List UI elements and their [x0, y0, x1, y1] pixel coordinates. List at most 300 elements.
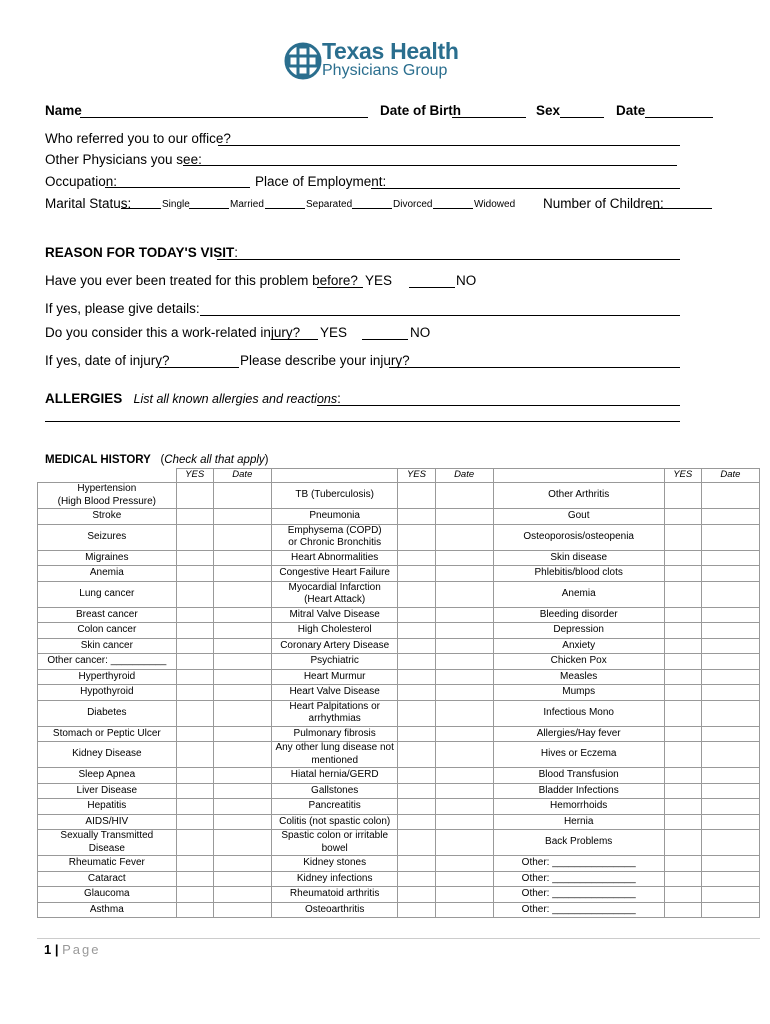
yes-checkbox-cell[interactable] — [664, 607, 701, 623]
col-date-2: Date — [435, 469, 493, 483]
date-label: Date — [616, 103, 646, 118]
yes-checkbox-cell[interactable] — [398, 871, 435, 887]
date-cell[interactable] — [213, 887, 271, 903]
table-row — [38, 654, 760, 670]
date-cell[interactable] — [701, 726, 759, 742]
work-yes-field[interactable] — [272, 339, 318, 340]
dob-label: Date of Birth — [380, 103, 461, 118]
yes-checkbox-cell[interactable] — [176, 550, 213, 566]
yes-checkbox-cell[interactable] — [664, 700, 701, 726]
condition-cell: Psychiatric — [271, 654, 398, 670]
condition-cell: Other: _______________ — [493, 887, 664, 903]
work-no-label: NO — [410, 325, 431, 340]
yes-checkbox-cell[interactable] — [176, 742, 213, 768]
condition-cell: Seizures — [38, 524, 177, 550]
yes-checkbox-cell[interactable] — [398, 902, 435, 918]
yes-checkbox-cell[interactable] — [664, 871, 701, 887]
yes-checkbox-cell[interactable] — [664, 742, 701, 768]
yes-checkbox-cell[interactable] — [398, 685, 435, 701]
condition-cell: Other: _______________ — [493, 856, 664, 872]
condition-cell: Measles — [493, 669, 664, 685]
date-cell[interactable] — [701, 669, 759, 685]
yes-checkbox-cell[interactable] — [664, 768, 701, 784]
occupation-field[interactable] — [105, 187, 250, 188]
yes-checkbox-cell[interactable] — [664, 830, 701, 856]
yes-checkbox-cell[interactable] — [664, 726, 701, 742]
yes-checkbox-cell[interactable] — [176, 581, 213, 607]
condition-cell: Lung cancer — [38, 581, 177, 607]
widowed-field[interactable] — [433, 208, 473, 209]
date-cell[interactable] — [213, 902, 271, 918]
condition-cell: Myocardial Infarction (Heart Attack) — [271, 581, 398, 607]
yes-checkbox-cell[interactable] — [176, 799, 213, 815]
yes-checkbox-cell[interactable] — [398, 607, 435, 623]
visit-colon: : — [234, 245, 239, 260]
date-cell[interactable] — [701, 871, 759, 887]
col-date-3: Date — [701, 469, 759, 483]
table-row — [38, 685, 760, 701]
injury-date-field[interactable] — [159, 367, 239, 368]
work-label: Do you consider this a work-related injury? — [45, 325, 301, 340]
yes-checkbox-cell[interactable] — [398, 524, 435, 550]
table-row — [38, 509, 760, 525]
children-field[interactable] — [650, 208, 712, 209]
condition-cell: Hernia — [493, 814, 664, 830]
condition-cell: Hypertension (High Blood Pressure) — [38, 483, 177, 509]
date-cell[interactable] — [435, 638, 493, 654]
condition-cell: Anemia — [38, 566, 177, 582]
table-row — [38, 814, 760, 830]
condition-cell: Breast cancer — [38, 607, 177, 623]
name-field[interactable] — [80, 117, 368, 118]
date-cell[interactable] — [701, 830, 759, 856]
date-cell[interactable] — [213, 509, 271, 525]
single-field[interactable] — [121, 208, 161, 209]
table-row — [38, 483, 760, 509]
condition-cell: Osteoarthritis — [271, 902, 398, 918]
condition-cell: Pulmonary fibrosis — [271, 726, 398, 742]
yes-checkbox-cell[interactable] — [398, 700, 435, 726]
condition-cell: Diabetes — [38, 700, 177, 726]
date-cell[interactable] — [213, 700, 271, 726]
yes-checkbox-cell[interactable] — [664, 887, 701, 903]
date-cell[interactable] — [435, 783, 493, 799]
yes-checkbox-cell[interactable] — [176, 700, 213, 726]
condition-cell: Bleeding disorder — [493, 607, 664, 623]
date-cell[interactable] — [213, 856, 271, 872]
single-label: Single — [162, 199, 190, 210]
condition-cell: AIDS/HIV — [38, 814, 177, 830]
occupation-label: Occupation: — [45, 174, 118, 189]
separated-field[interactable] — [265, 208, 305, 209]
yes-checkbox-cell[interactable] — [664, 623, 701, 639]
date-cell[interactable] — [213, 483, 271, 509]
condition-cell: Emphysema (COPD) or Chronic Bronchitis — [271, 524, 398, 550]
allergies-sub: List all known allergies and reactions — [133, 392, 338, 406]
visit-title: REASON FOR TODAY'S VISIT — [45, 245, 235, 260]
date-cell[interactable] — [701, 799, 759, 815]
marital-label: Marital Status: — [45, 196, 132, 211]
date-cell[interactable] — [701, 581, 759, 607]
date-cell[interactable] — [213, 742, 271, 768]
yes-checkbox-cell[interactable] — [398, 623, 435, 639]
condition-cell: Hepatitis — [38, 799, 177, 815]
yes-checkbox-cell[interactable] — [176, 509, 213, 525]
date-cell[interactable] — [701, 566, 759, 582]
col-yes-2: YES — [398, 469, 435, 483]
table-row — [38, 524, 760, 550]
yes-checkbox-cell[interactable] — [398, 669, 435, 685]
date-cell[interactable] — [701, 902, 759, 918]
table-row — [38, 566, 760, 582]
condition-cell: Spastic colon or irritable bowel — [271, 830, 398, 856]
date-cell[interactable] — [435, 742, 493, 768]
table-row — [38, 799, 760, 815]
table-row — [38, 830, 760, 856]
divorced-label: Divorced — [393, 199, 433, 210]
condition-cell: Allergies/Hay fever — [493, 726, 664, 742]
condition-cell: Infectious Mono — [493, 700, 664, 726]
condition-cell: Bladder Infections — [493, 783, 664, 799]
treated-label: Have you ever been treated for this problem before? — [45, 273, 358, 288]
date-cell[interactable] — [701, 483, 759, 509]
married-field[interactable] — [189, 208, 229, 209]
married-label: Married — [230, 199, 264, 210]
history-sub: Check all that apply — [164, 454, 265, 466]
condition-cell: Asthma — [38, 902, 177, 918]
yes-checkbox-cell[interactable] — [398, 483, 435, 509]
col-date-1: Date — [213, 469, 271, 483]
date-cell[interactable] — [435, 669, 493, 685]
table-row — [38, 669, 760, 685]
details-label: If yes, please give details: — [45, 301, 200, 316]
employment-field[interactable] — [371, 188, 680, 189]
separated-label: Separated — [306, 199, 353, 210]
condition-cell: Other cancer: __________ — [38, 654, 177, 670]
yes-checkbox-cell[interactable] — [664, 581, 701, 607]
condition-cell: Glaucoma — [38, 887, 177, 903]
date-cell[interactable] — [213, 830, 271, 856]
condition-cell: Phlebitis/blood clots — [493, 566, 664, 582]
condition-cell: Stroke — [38, 509, 177, 525]
date-cell[interactable] — [701, 607, 759, 623]
date-cell[interactable] — [701, 742, 759, 768]
condition-cell: Other: _______________ — [493, 902, 664, 918]
yes-checkbox-cell[interactable] — [664, 685, 701, 701]
sex-label: Sex — [536, 103, 561, 118]
condition-cell: Coronary Artery Disease — [271, 638, 398, 654]
treated-no-label: NO — [456, 273, 477, 288]
yes-checkbox-cell[interactable] — [176, 654, 213, 670]
table-row — [38, 871, 760, 887]
logo-title: Texas Health — [322, 38, 459, 64]
treated-yes-field[interactable] — [317, 287, 363, 288]
date-cell[interactable] — [435, 566, 493, 582]
name-label: Name — [45, 103, 82, 118]
condition-cell: Sleep Apnea — [38, 768, 177, 784]
condition-cell: Rheumatoid arthritis — [271, 887, 398, 903]
condition-cell: Heart Valve Disease — [271, 685, 398, 701]
allergies-field-2[interactable] — [45, 421, 680, 422]
other-physicians-label: Other Physicians you see: — [45, 152, 202, 167]
date-cell[interactable] — [213, 623, 271, 639]
date-cell[interactable] — [701, 856, 759, 872]
date-cell[interactable] — [435, 768, 493, 784]
date-cell[interactable] — [435, 856, 493, 872]
yes-checkbox-cell[interactable] — [664, 638, 701, 654]
condition-cell: Colon cancer — [38, 623, 177, 639]
yes-checkbox-cell[interactable] — [176, 566, 213, 582]
date-cell[interactable] — [213, 685, 271, 701]
yes-checkbox-cell[interactable] — [664, 902, 701, 918]
table-row — [38, 902, 760, 918]
date-cell[interactable] — [213, 550, 271, 566]
date-cell[interactable] — [701, 654, 759, 670]
col-yes-1: YES — [176, 469, 213, 483]
table-row — [38, 700, 760, 726]
date-cell[interactable] — [701, 814, 759, 830]
yes-checkbox-cell[interactable] — [176, 830, 213, 856]
describe-field[interactable] — [389, 367, 680, 368]
yes-checkbox-cell[interactable] — [664, 509, 701, 525]
condition-cell: Kidney infections — [271, 871, 398, 887]
date-cell[interactable] — [435, 814, 493, 830]
date-cell[interactable] — [213, 669, 271, 685]
col-yes-3: YES — [664, 469, 701, 483]
yes-checkbox-cell[interactable] — [664, 856, 701, 872]
yes-checkbox-cell[interactable] — [398, 856, 435, 872]
condition-cell: Migraines — [38, 550, 177, 566]
date-cell[interactable] — [701, 685, 759, 701]
history-title: MEDICAL HISTORY — [45, 454, 151, 466]
condition-cell: Hyperthyroid — [38, 669, 177, 685]
referred-label: Who referred you to our office? — [45, 131, 231, 146]
condition-cell: Skin disease — [493, 550, 664, 566]
date-cell[interactable] — [435, 685, 493, 701]
yes-checkbox-cell[interactable] — [664, 566, 701, 582]
date-cell[interactable] — [213, 566, 271, 582]
date-cell[interactable] — [701, 623, 759, 639]
date-cell[interactable] — [435, 550, 493, 566]
yes-checkbox-cell[interactable] — [664, 799, 701, 815]
condition-cell: Skin cancer — [38, 638, 177, 654]
yes-checkbox-cell[interactable] — [176, 887, 213, 903]
work-yes-label: YES — [320, 325, 348, 340]
table-row — [38, 623, 760, 639]
yes-checkbox-cell[interactable] — [398, 726, 435, 742]
yes-checkbox-cell[interactable] — [176, 483, 213, 509]
condition-cell: Back Problems — [493, 830, 664, 856]
yes-checkbox-cell[interactable] — [176, 607, 213, 623]
yes-checkbox-cell[interactable] — [176, 669, 213, 685]
other-physicians-field[interactable] — [183, 165, 677, 166]
condition-cell: Mitral Valve Disease — [271, 607, 398, 623]
yes-checkbox-cell[interactable] — [664, 654, 701, 670]
yes-checkbox-cell[interactable] — [664, 783, 701, 799]
yes-checkbox-cell[interactable] — [664, 550, 701, 566]
condition-cell: Hiatal hernia/GERD — [271, 768, 398, 784]
date-cell[interactable] — [435, 887, 493, 903]
yes-checkbox-cell[interactable] — [664, 814, 701, 830]
yes-checkbox-cell[interactable] — [398, 581, 435, 607]
date-cell[interactable] — [435, 623, 493, 639]
date-cell[interactable] — [435, 483, 493, 509]
date-cell[interactable] — [435, 799, 493, 815]
table-row — [38, 768, 760, 784]
yes-checkbox-cell[interactable] — [176, 871, 213, 887]
footer-divider — [37, 938, 760, 939]
condition-cell: Other: _______________ — [493, 871, 664, 887]
condition-cell: Depression — [493, 623, 664, 639]
condition-cell: Kidney stones — [271, 856, 398, 872]
condition-cell: Other Arthritis — [493, 483, 664, 509]
condition-cell: Stomach or Peptic Ulcer — [38, 726, 177, 742]
condition-cell: Liver Disease — [38, 783, 177, 799]
date-cell[interactable] — [213, 524, 271, 550]
condition-cell: Rheumatic Fever — [38, 856, 177, 872]
yes-checkbox-cell[interactable] — [398, 799, 435, 815]
visit-reason-field[interactable] — [217, 259, 680, 260]
date-cell[interactable] — [435, 700, 493, 726]
yes-checkbox-cell[interactable] — [176, 814, 213, 830]
yes-checkbox-cell[interactable] — [398, 814, 435, 830]
sex-field[interactable] — [560, 117, 604, 118]
treated-yes-label: YES — [365, 273, 393, 288]
date-cell[interactable] — [213, 799, 271, 815]
dob-field[interactable] — [452, 117, 526, 118]
condition-cell: Cataract — [38, 871, 177, 887]
date-cell[interactable] — [701, 509, 759, 525]
date-cell[interactable] — [701, 550, 759, 566]
page-footer: 1 | Page — [44, 942, 101, 957]
yes-checkbox-cell[interactable] — [398, 566, 435, 582]
table-row — [38, 726, 760, 742]
divorced-field[interactable] — [352, 208, 392, 209]
yes-checkbox-cell[interactable] — [176, 685, 213, 701]
date-cell[interactable] — [701, 768, 759, 784]
condition-cell: Osteoporosis/osteopenia — [493, 524, 664, 550]
condition-cell: Heart Palpitations or arrhythmias — [271, 700, 398, 726]
date-cell[interactable] — [701, 887, 759, 903]
yes-checkbox-cell[interactable] — [176, 768, 213, 784]
widowed-label: Widowed — [474, 199, 516, 210]
yes-checkbox-cell[interactable] — [398, 654, 435, 670]
yes-checkbox-cell[interactable] — [398, 638, 435, 654]
date-cell[interactable] — [435, 830, 493, 856]
children-label: Number of Children: — [543, 196, 664, 211]
table-row — [38, 742, 760, 768]
yes-checkbox-cell[interactable] — [176, 623, 213, 639]
yes-checkbox-cell[interactable] — [176, 902, 213, 918]
date-cell[interactable] — [701, 783, 759, 799]
allergies-field[interactable] — [317, 405, 680, 406]
condition-cell: Pancreatitis — [271, 799, 398, 815]
yes-checkbox-cell[interactable] — [664, 524, 701, 550]
condition-cell: Heart Abnormalities — [271, 550, 398, 566]
condition-cell: Anxiety — [493, 638, 664, 654]
date-cell[interactable] — [435, 654, 493, 670]
condition-cell: Pneumonia — [271, 509, 398, 525]
date-cell[interactable] — [213, 638, 271, 654]
employment-label: Place of Employment: — [255, 174, 387, 189]
texas-health-logo-icon — [283, 40, 323, 82]
condition-cell: Gout — [493, 509, 664, 525]
condition-cell: Any other lung disease not mentioned — [271, 742, 398, 768]
describe-label: Please describe your injury? — [240, 353, 410, 368]
date-cell[interactable] — [213, 726, 271, 742]
table-row — [38, 550, 760, 566]
details-field[interactable] — [200, 315, 680, 316]
date-cell[interactable] — [701, 524, 759, 550]
condition-cell: Hives or Eczema — [493, 742, 664, 768]
date-cell[interactable] — [213, 581, 271, 607]
table-row — [38, 607, 760, 623]
date-cell[interactable] — [435, 607, 493, 623]
yes-checkbox-cell[interactable] — [398, 887, 435, 903]
yes-checkbox-cell[interactable] — [398, 768, 435, 784]
date-cell[interactable] — [435, 726, 493, 742]
condition-cell: Hemorrhoids — [493, 799, 664, 815]
date-cell[interactable] — [435, 902, 493, 918]
yes-checkbox-cell[interactable] — [398, 830, 435, 856]
yes-checkbox-cell[interactable] — [176, 783, 213, 799]
yes-checkbox-cell[interactable] — [664, 669, 701, 685]
date-field[interactable] — [645, 117, 713, 118]
condition-cell: Anemia — [493, 581, 664, 607]
date-cell[interactable] — [213, 768, 271, 784]
table-row — [38, 887, 760, 903]
condition-cell: Hypothyroid — [38, 685, 177, 701]
referred-field[interactable] — [218, 145, 680, 146]
yes-checkbox-cell[interactable] — [398, 550, 435, 566]
date-cell[interactable] — [435, 509, 493, 525]
condition-cell: Sexually Transmitted Disease — [38, 830, 177, 856]
yes-checkbox-cell[interactable] — [398, 742, 435, 768]
condition-cell: Chicken Pox — [493, 654, 664, 670]
table-row — [38, 856, 760, 872]
date-cell[interactable] — [213, 654, 271, 670]
treated-no-field[interactable] — [409, 287, 455, 288]
condition-cell: Heart Murmur — [271, 669, 398, 685]
date-cell[interactable] — [701, 700, 759, 726]
work-no-field[interactable] — [362, 339, 408, 340]
condition-cell: Congestive Heart Failure — [271, 566, 398, 582]
logo-subtitle: Physicians Group — [322, 62, 448, 79]
yes-checkbox-cell[interactable] — [664, 483, 701, 509]
yes-checkbox-cell[interactable] — [176, 524, 213, 550]
date-cell[interactable] — [435, 581, 493, 607]
yes-checkbox-cell[interactable] — [398, 783, 435, 799]
injury-date-label: If yes, date of injury? — [45, 353, 170, 368]
date-cell[interactable] — [213, 871, 271, 887]
yes-checkbox-cell[interactable] — [176, 726, 213, 742]
date-cell[interactable] — [701, 638, 759, 654]
table-row — [38, 783, 760, 799]
table-row — [38, 581, 760, 607]
condition-cell: Blood Transfusion — [493, 768, 664, 784]
yes-checkbox-cell[interactable] — [176, 638, 213, 654]
table-row — [38, 638, 760, 654]
date-cell[interactable] — [213, 814, 271, 830]
medical-history-table — [37, 468, 760, 918]
date-cell[interactable] — [435, 871, 493, 887]
date-cell[interactable] — [213, 607, 271, 623]
date-cell[interactable] — [213, 783, 271, 799]
yes-checkbox-cell[interactable] — [176, 856, 213, 872]
condition-cell: Mumps — [493, 685, 664, 701]
date-cell[interactable] — [435, 524, 493, 550]
yes-checkbox-cell[interactable] — [398, 509, 435, 525]
